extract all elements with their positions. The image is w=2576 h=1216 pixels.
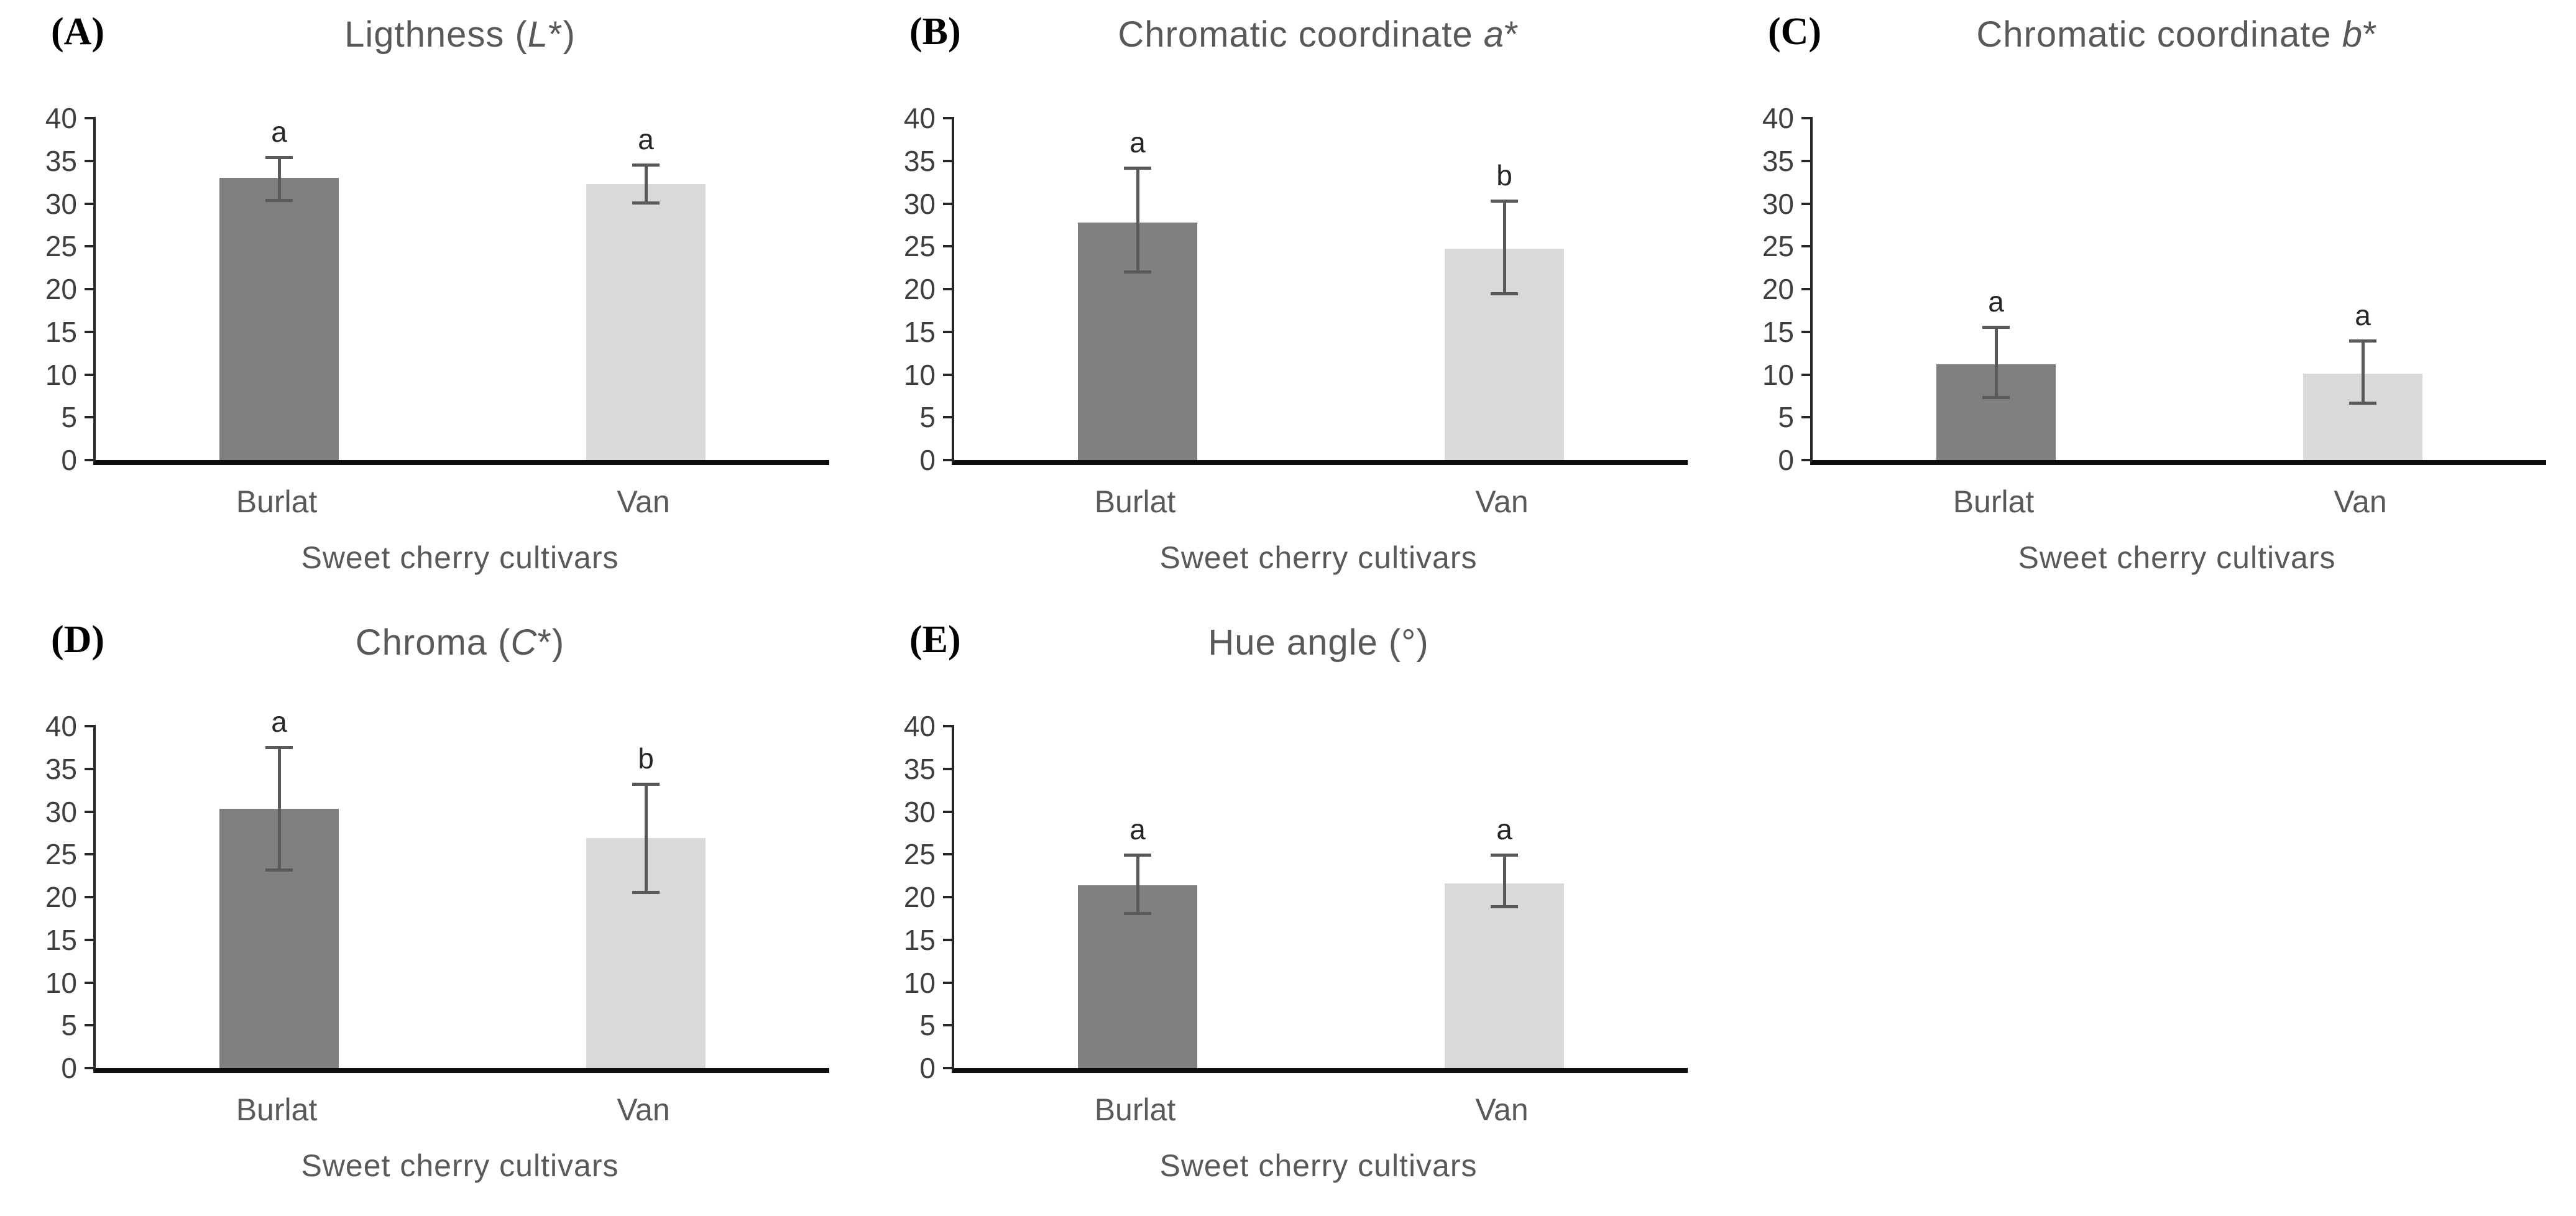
title-suffix: * <box>1504 14 1519 55</box>
title-italic: b <box>2342 14 2363 55</box>
category-label-van: Van <box>617 484 670 519</box>
y-tick-label: 25 <box>903 838 936 871</box>
y-tick-label: 15 <box>903 315 936 348</box>
y-tick-label: 35 <box>45 752 77 785</box>
y-tick-label: 30 <box>1762 187 1794 220</box>
y-tick-label: 10 <box>903 358 936 391</box>
category-label-van: Van <box>1475 1092 1529 1127</box>
y-tick-mark <box>1801 160 1813 162</box>
y-tick-label: 20 <box>1762 273 1794 305</box>
y-tick-mark <box>943 1024 954 1026</box>
title-italic: a <box>1483 14 1505 55</box>
title-prefix: Chroma ( <box>355 622 511 663</box>
error-bar-cap-bottom <box>265 199 293 202</box>
y-tick-mark <box>85 203 96 205</box>
category-labels <box>952 484 1685 521</box>
y-tick-mark <box>1801 416 1813 418</box>
y-tick-mark <box>1801 203 1813 205</box>
error-bar-cap-bottom <box>1982 396 2010 399</box>
error-bar-cap-top <box>1124 167 1151 170</box>
y-tick-mark <box>85 1067 96 1069</box>
y-tick-mark <box>943 982 954 984</box>
y-tick-mark <box>943 725 954 727</box>
y-tick-mark <box>85 160 96 162</box>
y-tick-label: 35 <box>1762 144 1794 177</box>
y-tick-label: 0 <box>919 444 936 476</box>
x-axis-title: Sweet cherry cultivars <box>301 1148 619 1183</box>
category-label-burlat: Burlat <box>1953 484 2035 519</box>
y-tick-label: 15 <box>45 315 77 348</box>
y-tick-mark <box>85 1024 96 1026</box>
y-tick-label: 20 <box>903 273 936 305</box>
y-tick-label: 25 <box>45 230 77 263</box>
y-tick-label: 30 <box>45 187 77 220</box>
y-tick-label: 5 <box>1778 401 1794 434</box>
error-bar-cap-top <box>265 746 293 749</box>
y-tick-label: 25 <box>1762 230 1794 263</box>
error-bar-cap-bottom <box>1491 292 1518 295</box>
y-tick-label: 35 <box>903 144 936 177</box>
error-bar-cap-top <box>1124 854 1151 857</box>
title-suffix: * <box>2363 14 2378 55</box>
category-labels <box>952 1092 1685 1129</box>
y-tick-label: 20 <box>903 881 936 913</box>
panel-label-a: (A) <box>51 11 105 53</box>
error-bar <box>2349 339 2376 405</box>
y-tick-label: 0 <box>919 1052 936 1084</box>
title-suffix: *) <box>548 14 576 55</box>
y-tick-mark <box>943 160 954 162</box>
y-tick-label: 30 <box>903 795 936 828</box>
category-label-van: Van <box>617 1092 670 1127</box>
x-axis-title: Sweet cherry cultivars <box>1159 540 1478 575</box>
y-tick-mark <box>943 203 954 205</box>
panel-a <box>0 0 858 608</box>
y-tick-mark <box>943 117 954 119</box>
y-tick-mark <box>1801 331 1813 333</box>
y-tick-label: 40 <box>903 102 936 134</box>
y-tick-label: 40 <box>45 102 77 134</box>
chart-title-d <box>93 622 827 663</box>
y-tick-mark <box>943 811 954 813</box>
error-bar <box>265 156 293 202</box>
y-tick-mark <box>85 331 96 333</box>
significance-letter: a <box>1129 813 1146 845</box>
empty-cell <box>1717 608 2575 1216</box>
title-suffix: *) <box>537 622 565 663</box>
category-labels <box>93 1092 827 1129</box>
error-bar-line <box>278 156 281 202</box>
error-bar-line <box>2362 339 2365 405</box>
y-tick-mark <box>85 939 96 941</box>
y-tick-label: 20 <box>45 881 77 913</box>
error-bar <box>632 164 660 205</box>
y-tick-mark <box>85 374 96 376</box>
panel-label-c: (C) <box>1768 11 1822 53</box>
y-tick-label: 5 <box>919 401 936 434</box>
significance-letter: a <box>2355 299 2371 332</box>
error-bar-cap-bottom <box>1124 912 1151 915</box>
error-bar-cap-bottom <box>1124 270 1151 274</box>
x-axis-title: Sweet cherry cultivars <box>1159 1148 1478 1183</box>
error-bar-cap-top <box>1982 326 2010 329</box>
significance-letter: a <box>638 122 654 155</box>
panel-c <box>1717 0 2575 608</box>
title-italic: C <box>510 622 538 663</box>
panel-e <box>858 608 1717 1216</box>
x-axis-title: Sweet cherry cultivars <box>301 540 619 575</box>
error-bar-line <box>1503 200 1506 295</box>
significance-letter: a <box>1988 285 2004 318</box>
y-tick-mark <box>85 982 96 984</box>
plot-area <box>1762 102 2546 476</box>
y-tick-label: 35 <box>45 144 77 177</box>
y-tick-label: 5 <box>919 1009 936 1042</box>
y-tick-label: 10 <box>45 358 77 391</box>
significance-letter: a <box>1496 813 1512 845</box>
y-tick-label: 0 <box>61 1052 77 1084</box>
y-tick-label: 15 <box>45 923 77 956</box>
significance-letter: b <box>1496 159 1512 191</box>
y-tick-mark <box>943 853 954 855</box>
panel-label-e: (E) <box>909 619 961 661</box>
y-tick-label: 15 <box>1762 315 1794 348</box>
error-bar-line <box>1503 854 1506 908</box>
y-tick-mark <box>85 853 96 855</box>
category-label-burlat: Burlat <box>236 484 318 519</box>
error-bar <box>265 746 293 872</box>
y-tick-label: 10 <box>1762 358 1794 391</box>
panel-label-d: (D) <box>51 619 105 661</box>
y-tick-mark <box>85 459 96 461</box>
chart-title-e <box>952 622 1685 663</box>
x-axis-title: Sweet cherry cultivars <box>2018 540 2336 575</box>
error-bar-cap-top <box>1491 200 1518 203</box>
panel-d <box>0 608 858 1216</box>
y-tick-label: 10 <box>45 966 77 999</box>
y-tick-mark <box>85 117 96 119</box>
category-label-burlat: Burlat <box>1094 484 1176 519</box>
bar-van <box>586 184 706 460</box>
error-bar-cap-bottom <box>632 201 660 205</box>
y-tick-label: 10 <box>903 966 936 999</box>
y-tick-mark <box>85 245 96 247</box>
error-bar-cap-top <box>265 156 293 159</box>
y-tick-label: 5 <box>61 1009 77 1042</box>
plot-area <box>903 102 1688 476</box>
y-tick-label: 30 <box>45 795 77 828</box>
plot-area <box>903 710 1688 1084</box>
category-label-van: Van <box>1475 484 1529 519</box>
y-tick-mark <box>1801 245 1813 247</box>
y-tick-mark <box>85 288 96 290</box>
y-tick-label: 0 <box>61 444 77 476</box>
y-tick-label: 0 <box>1778 444 1794 476</box>
y-tick-mark <box>943 288 954 290</box>
error-bar <box>1982 326 2010 399</box>
significance-letter: a <box>271 705 287 738</box>
y-tick-mark <box>85 896 96 898</box>
y-tick-label: 15 <box>903 923 936 956</box>
plot-area <box>45 102 829 476</box>
y-tick-mark <box>85 725 96 727</box>
error-bar-cap-top <box>2349 339 2376 343</box>
significance-letter: a <box>1129 126 1146 159</box>
error-bar <box>1124 167 1151 274</box>
y-tick-label: 25 <box>45 838 77 871</box>
error-bar-cap-top <box>1491 854 1518 857</box>
chart-title-c <box>1810 14 2544 55</box>
y-tick-mark <box>1801 374 1813 376</box>
error-bar-line <box>278 746 281 872</box>
y-tick-mark <box>943 939 954 941</box>
title-prefix: Chromatic coordinate <box>1118 14 1484 55</box>
category-label-burlat: Burlat <box>236 1092 318 1127</box>
y-tick-label: 20 <box>45 273 77 305</box>
title-prefix: Chromatic coordinate <box>1976 14 2342 55</box>
error-bar <box>1491 200 1518 295</box>
y-tick-mark <box>1801 117 1813 119</box>
category-label-burlat: Burlat <box>1094 1092 1176 1127</box>
title-italic: L <box>527 14 549 55</box>
title-prefix: Hue angle (°) <box>1208 622 1429 663</box>
chart-title-b <box>952 14 1685 55</box>
y-tick-mark <box>943 896 954 898</box>
error-bar-line <box>645 164 648 205</box>
plot-area <box>45 705 829 1084</box>
error-bar <box>1491 854 1518 908</box>
y-tick-mark <box>943 331 954 333</box>
y-tick-label: 30 <box>903 187 936 220</box>
significance-letter: a <box>271 115 287 148</box>
y-tick-mark <box>943 1067 954 1069</box>
y-tick-label: 35 <box>903 752 936 785</box>
panel-b <box>858 0 1717 608</box>
y-tick-mark <box>943 374 954 376</box>
error-bar-cap-bottom <box>632 891 660 894</box>
category-labels <box>1810 484 2544 521</box>
y-tick-mark <box>85 416 96 418</box>
y-tick-mark <box>943 459 954 461</box>
error-bar-line <box>645 783 648 894</box>
error-bar-line <box>1136 854 1139 915</box>
y-tick-label: 40 <box>1762 102 1794 134</box>
significance-letter: b <box>638 742 654 775</box>
error-bar-line <box>1995 326 1998 399</box>
bar-van <box>1445 883 1564 1068</box>
error-bar-cap-bottom <box>265 868 293 872</box>
y-tick-mark <box>85 811 96 813</box>
error-bar <box>632 783 660 894</box>
y-tick-mark <box>943 768 954 770</box>
category-labels <box>93 484 827 521</box>
error-bar <box>1124 854 1151 915</box>
y-tick-label: 40 <box>45 710 77 742</box>
y-tick-label: 25 <box>903 230 936 263</box>
category-label-van: Van <box>2334 484 2387 519</box>
error-bar-cap-top <box>632 164 660 167</box>
bar-burlat <box>219 178 339 460</box>
y-tick-mark <box>943 245 954 247</box>
title-prefix: Ligthness ( <box>344 14 528 55</box>
y-tick-mark <box>943 416 954 418</box>
error-bar-line <box>1136 167 1139 274</box>
y-tick-mark <box>1801 459 1813 461</box>
panel-label-b: (B) <box>909 11 961 53</box>
error-bar-cap-bottom <box>1491 905 1518 908</box>
y-tick-mark <box>1801 288 1813 290</box>
y-tick-mark <box>85 768 96 770</box>
y-tick-label: 5 <box>61 401 77 434</box>
chart-title-a <box>93 14 827 55</box>
error-bar-cap-top <box>632 783 660 786</box>
y-tick-label: 40 <box>903 710 936 742</box>
error-bar-cap-bottom <box>2349 402 2376 405</box>
